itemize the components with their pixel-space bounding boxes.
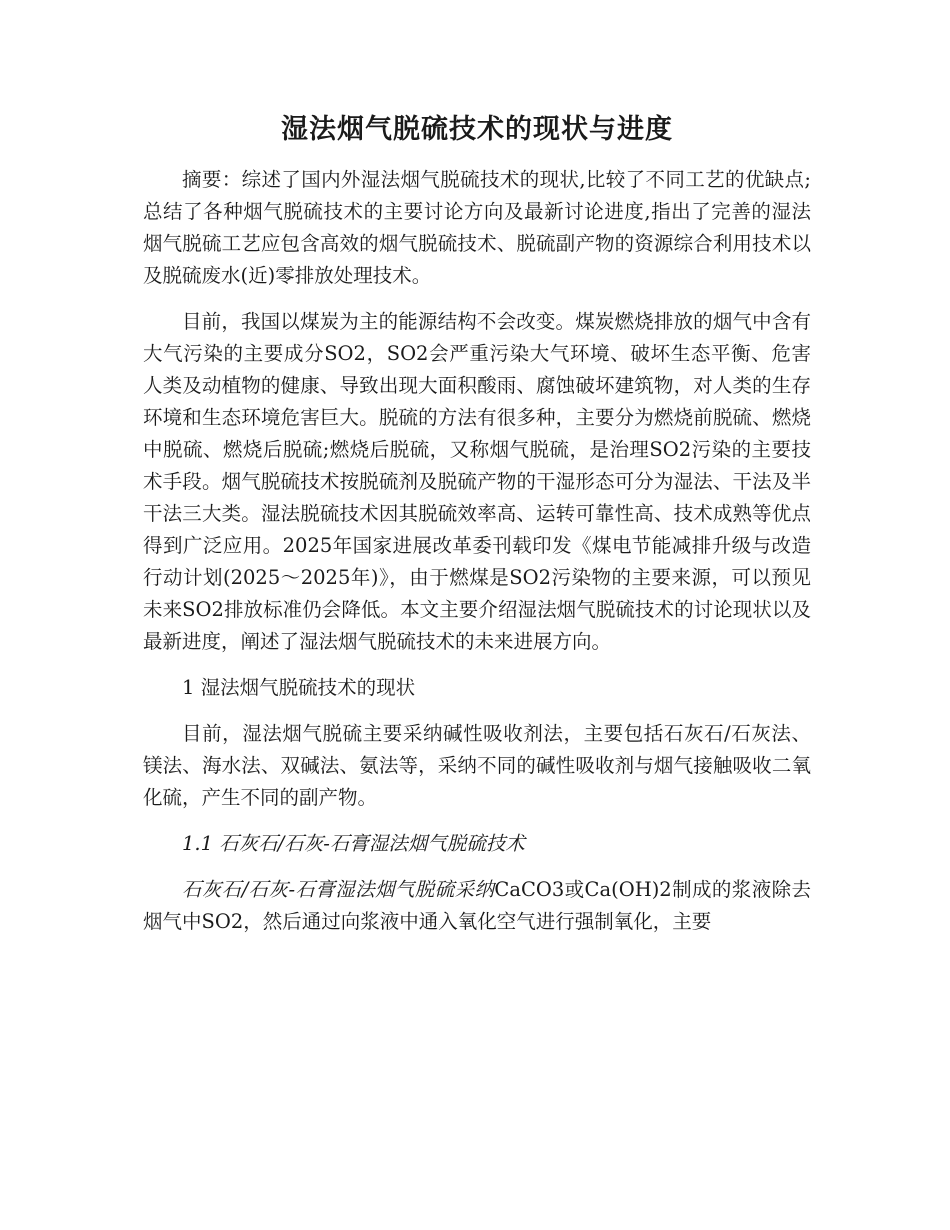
section-1-1-text: CaCO3或Ca(OH)2制成的浆液除去烟气中SO2，然后通过向浆液中通入氧化空气进行强制氧化，主要	[143, 878, 811, 933]
abstract-paragraph: 摘要：综述了国内外湿法烟气脱硫技术的现状,比较了不同工艺的优缺点;总结了各种烟气脱硫技术的主要讨论方向及最新讨论进度,指出了完善的湿法烟气脱硫工艺应包含高效的烟气脱硫技术、脱硫副产物的资源综合利用技术以及脱硫废水(近)零排放处理技术。	[143, 168, 811, 287]
section-1-1-paragraph	[143, 874, 811, 938]
section-1-1-italic-lead: 石灰石/石灰-石膏湿法烟气脱硫采纳	[182, 878, 495, 901]
document-page	[143, 108, 811, 938]
section-1-paragraph: 目前，湿法烟气脱硫主要采纳碱性吸收剂法，主要包括石灰石/石灰法、镁法、海水法、双碱法、氨法等，采纳不同的碱性吸收剂与烟气接触吸收二氧化硫，产生不同的副产物。	[143, 722, 811, 809]
document-title: 湿法烟气脱硫技术的现状与进度	[281, 114, 673, 145]
section-1-1-heading: 1.1 石灰石/石灰-石膏湿法烟气脱硫技术	[182, 832, 525, 855]
section-1-heading: 1 湿法烟气脱硫技术的现状	[182, 676, 416, 699]
intro-paragraph: 目前，我国以煤炭为主的能源结构不会改变。煤炭燃烧排放的烟气中含有大气污染的主要成分SO2，SO2会严重污染大气环境、破坏生态平衡、危害人类及动植物的健康、导致出现大面积酸雨、腐蚀破坏建筑物，对人类的生存环境和生态环境危害巨大。脱硫的方法有很多种，主要分为燃烧前脱硫、燃烧中脱硫、燃烧后脱硫;燃烧后脱硫，又称烟气脱硫，是治理SO2污染的主要技术手段。烟气脱硫技术按脱硫剂及脱硫产物的干湿形态可分为湿法、干法及半干法三大类。湿法脱硫技术因其脱硫效率高、运转可靠性高、技术成熟等优点得到广泛应用。2025年国家进展改革委刊载印发《煤电节能减排升级与改造行动计划(2025～2025年)》，由于燃煤是SO2污染物的主要来源，可以预见未来SO2排放标准仍会降低。本文主要介绍湿法烟气脱硫技术的讨论现状以及最新进度，阐述了湿法烟气脱硫技术的未来进展方向。	[143, 310, 811, 653]
